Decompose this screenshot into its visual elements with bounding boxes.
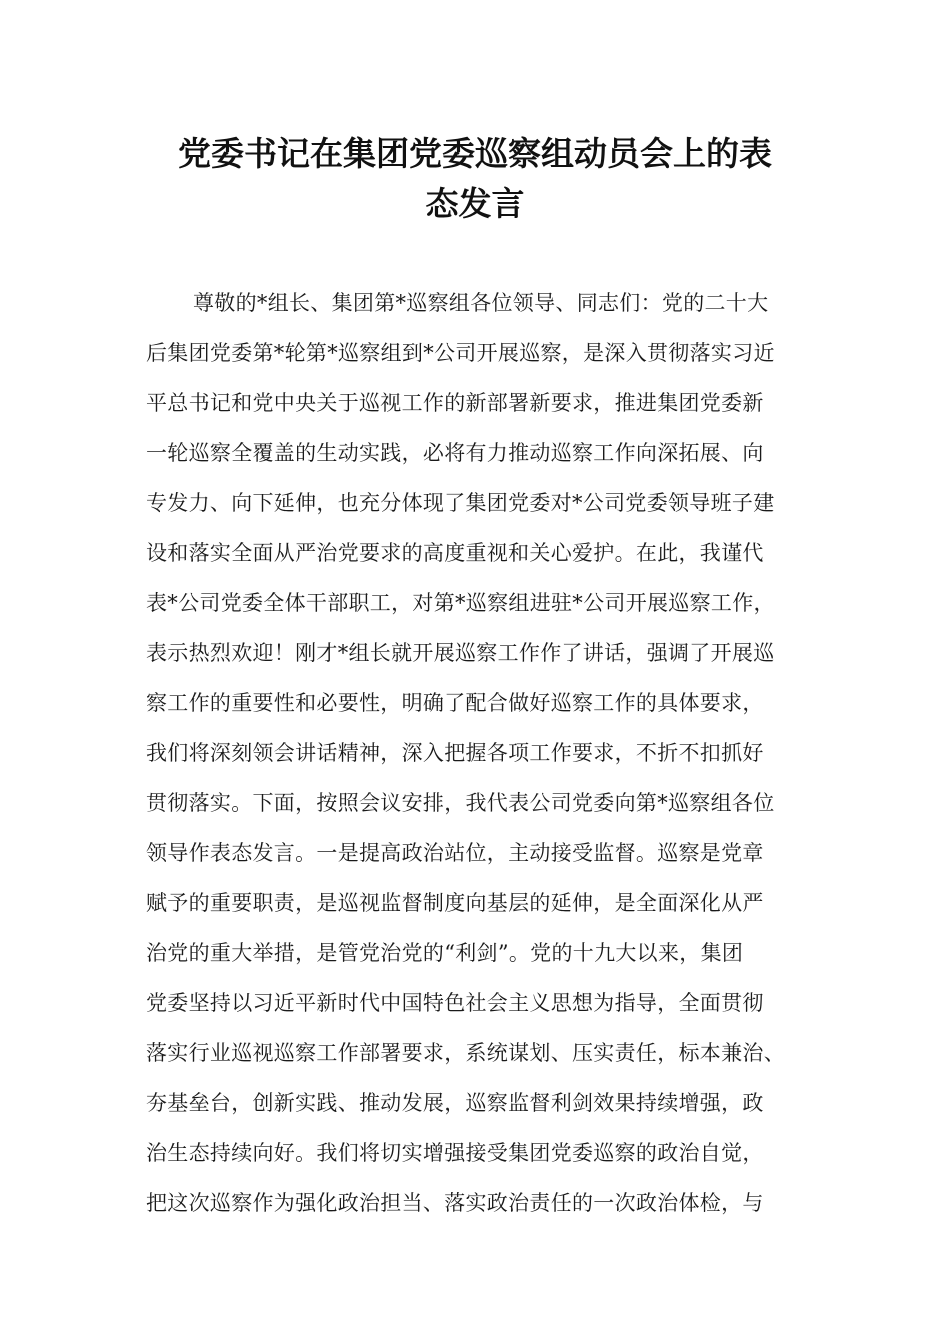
body-text-line: 领导作表态发言。一是提高政治站位，主动接受监督。巡察是党章 [146,841,764,865]
document-title-line-2: 态发言 [425,184,525,223]
body-text-line: 夯基垒台，创新实践、推动发展，巡察监督利剑效果持续增强，政 [146,1091,764,1115]
body-text-line: 表示热烈欢迎！刚才*组长就开展巡察工作作了讲话，强调了开展巡 [146,641,775,665]
body-text-line: 专发力、向下延伸，也充分体现了集团党委对*公司党委领导班子建 [146,491,775,515]
body-text-line: 党委坚持以习近平新时代中国特色社会主义思想为指导，全面贯彻 [146,991,764,1015]
body-text-line: 后集团党委第*轮第*巡察组到*公司开展巡察，是深入贯彻落实习近 [146,341,775,365]
body-text-line: 设和落实全面从严治党要求的高度重视和关心爱护。在此，我谨代 [146,541,764,565]
body-text-line: 赋予的重要职责，是巡视监督制度向基层的延伸，是全面深化从严 [146,891,764,915]
body-text-line: 治生态持续向好。我们将切实增强接受集团党委巡察的政治自觉， [146,1141,764,1165]
body-text-line: 察工作的重要性和必要性，明确了配合做好巡察工作的具体要求， [146,691,764,715]
body-text-line: 治党的重大举措，是管党治党的“利剑”。党的十九大以来，集团 [146,941,744,965]
body-text-line: 平总书记和党中央关于巡视工作的新部署新要求，推进集团党委新 [146,391,764,415]
document-title-line-1: 党委书记在集团党委巡察组动员会上的表 [178,134,772,173]
body-text-line: 尊敬的*组长、集团第*巡察组各位领导、同志们：党的二十大 [193,291,769,315]
body-text-line: 贯彻落实。下面，按照会议安排，我代表公司党委向第*巡察组各位 [146,791,775,815]
body-text-line: 表*公司党委全体干部职工，对第*巡察组进驻*公司开展巡察工作， [146,591,775,615]
body-text-line: 落实行业巡视巡察工作部署要求，系统谋划、压实责任，标本兼治、 [146,1041,785,1065]
body-text-line: 我们将深刻领会讲话精神，深入把握各项工作要求，不折不扣抓好 [146,741,764,765]
body-text-line: 一轮巡察全覆盖的生动实践，必将有力推动巡察工作向深拓展、向 [146,441,764,465]
body-text-line: 把这次巡察作为强化政治担当、落实政治责任的一次政治体检，与 [146,1191,764,1215]
